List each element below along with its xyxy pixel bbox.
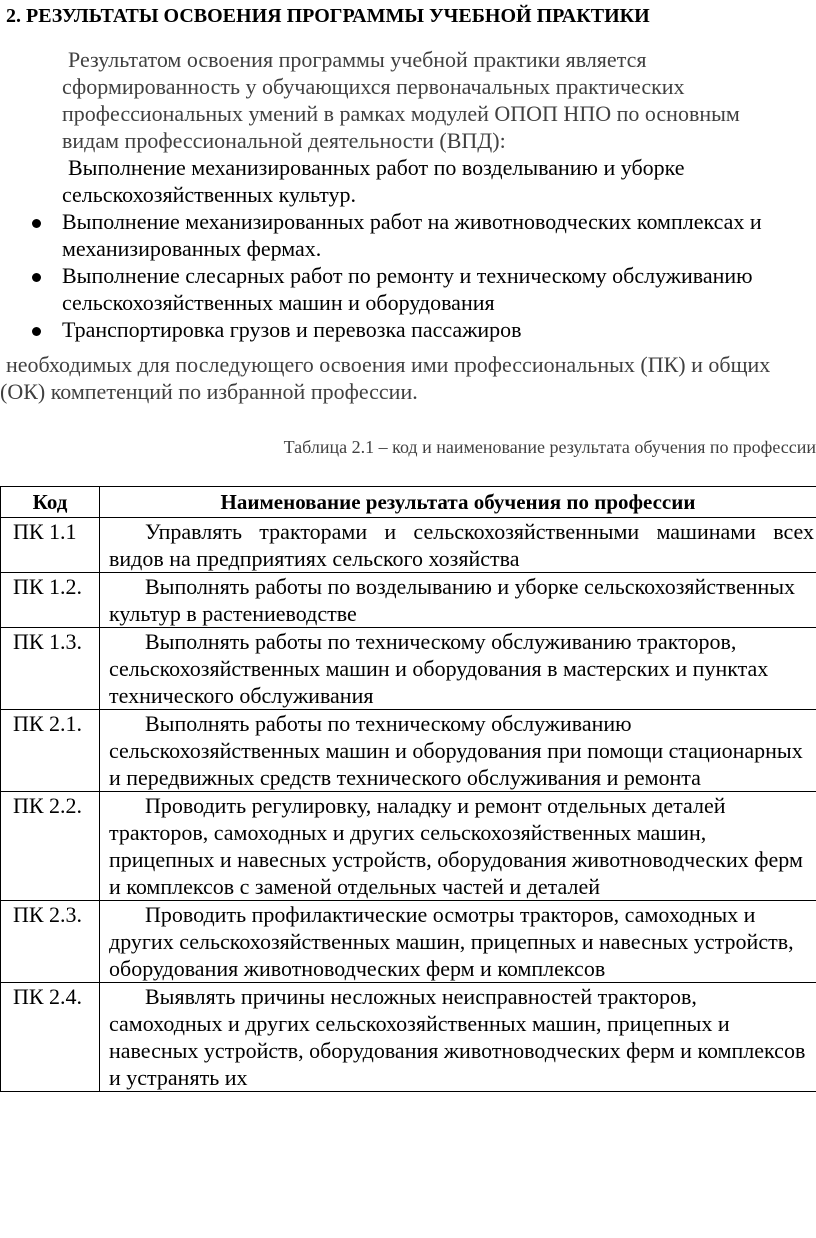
- row-name: Выполнять работы по техническому обслуживанию сельскохозяйственных машин и оборудования при помощи стационарных и передвижных средств технического обслуживания и ремонта: [100, 710, 816, 792]
- table-row: [1, 628, 816, 710]
- table-row: [1, 710, 816, 792]
- intro-paragraph: Результатом освоения программы учебной практики является сформированность у обучающихся первоначальных практических профессиональных умений в рамках модулей ОПОП НПО по основным видам профессиональной деятельности (ВПД):: [62, 47, 740, 153]
- bullet-dot-icon: [32, 219, 41, 228]
- bullet-item: [0, 208, 762, 262]
- table-row: [1, 901, 816, 983]
- header-name: Наименование результата обучения по профессии: [100, 487, 816, 518]
- table-header-row: [1, 487, 816, 518]
- row-code: ПК 2.1.: [1, 710, 100, 792]
- row-name: Проводить профилактические осмотры тракторов, самоходных и других сельскохозяйственных машин, прицепных и навесных устройств, оборудования животноводческих ферм и комплексов: [100, 901, 816, 983]
- row-name: Проводить регулировку, наладку и ремонт отдельных деталей тракторов, самоходных и других сельскохозяйственных машин, прицепных и навесных устройств, оборудования животноводческих ферм и комплексов с заменой отдельных частей и деталей: [100, 792, 816, 901]
- header-code: Код: [1, 487, 100, 518]
- table-row: [1, 983, 816, 1092]
- row-name: Управлять тракторами и сельскохозяйственными машинами всех видов на предприятиях сельского хозяйства: [100, 518, 816, 573]
- bullet-dot-icon: [32, 273, 41, 282]
- bullet-item: [0, 262, 762, 316]
- row-code: ПК 2.4.: [1, 983, 100, 1092]
- row-code: ПК 1.2.: [1, 573, 100, 628]
- table-row: [1, 792, 816, 901]
- section-heading: 2. РЕЗУЛЬТАТЫ ОСВОЕНИЯ ПРОГРАММЫ УЧЕБНОЙ ПРАКТИКИ: [6, 5, 650, 27]
- row-name: Выполнять работы по возделыванию и уборке сельскохозяйственных культур в растениеводстве: [100, 573, 816, 628]
- row-code: ПК 2.3.: [1, 901, 100, 983]
- activity-item-1: Выполнение механизированных работ по возделыванию и уборке сельскохозяйственных культур.: [62, 155, 685, 207]
- row-code: ПК 1.3.: [1, 628, 100, 710]
- bullet-text: Выполнение механизированных работ на животноводческих комплексах и механизированных фермах.: [62, 209, 762, 261]
- bullet-text: Транспортировка грузов и перевозка пассажиров: [62, 317, 522, 342]
- bullet-dot-icon: [32, 327, 41, 336]
- row-name: Выполнять работы по техническому обслуживанию тракторов, сельскохозяйственных машин и оборудования в мастерских и пунктах технического обслуживания: [100, 628, 816, 710]
- bullet-text: Выполнение слесарных работ по ремонту и техническому обслуживанию сельскохозяйственных машин и оборудования: [62, 263, 753, 315]
- row-code: ПК 2.2.: [1, 792, 100, 901]
- row-code: ПК 1.1: [1, 518, 100, 573]
- table-row: [1, 518, 816, 573]
- table-caption: Таблица 2.1 – код и наименование результата обучения по профессии: [283, 437, 816, 457]
- activity-bullet-list: [0, 208, 816, 343]
- table-row: [1, 573, 816, 628]
- outro-paragraph: необходимых для последующего освоения ими профессиональных (ПК) и общих (ОК) компетенций по избранной профессии.: [0, 352, 771, 404]
- bullet-item: [0, 316, 762, 343]
- competency-table: [0, 486, 816, 1092]
- row-name: Выявлять причины несложных неисправностей тракторов, самоходных и других сельскохозяйственных машин, прицепных и навесных устройств, оборудования животноводческих ферм и комплексов и устранять их: [100, 983, 816, 1092]
